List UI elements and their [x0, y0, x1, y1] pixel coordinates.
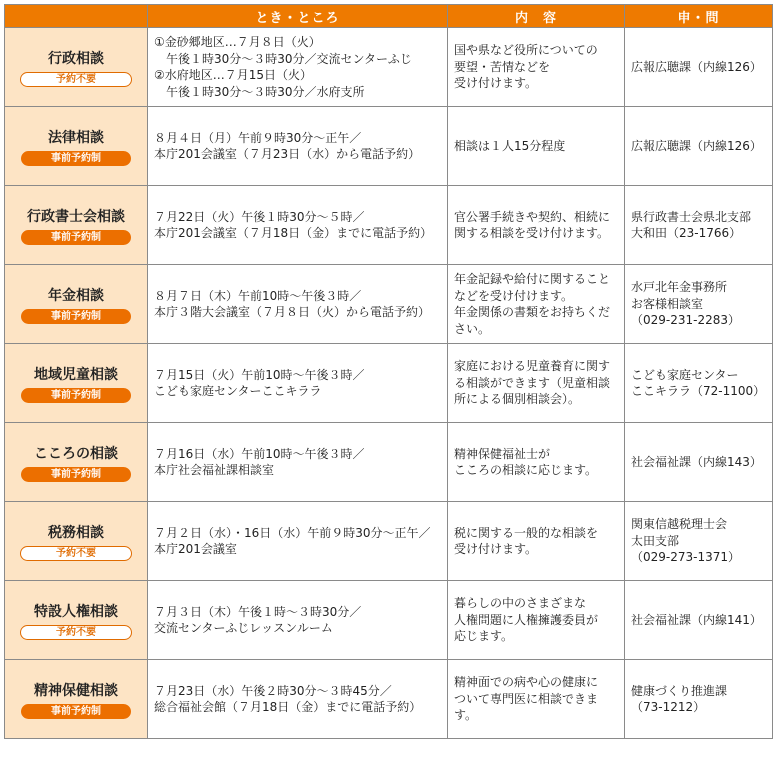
table-row — [5, 28, 773, 107]
category-cell — [5, 28, 148, 107]
table-row — [5, 186, 773, 265]
table-row — [5, 581, 773, 660]
content-cell: 相談は１人15分程度 — [448, 107, 625, 186]
category-name: 法律相談 — [48, 129, 104, 146]
table-row — [5, 423, 773, 502]
content-cell: 税に関する一般的な相談を 受け付けます。 — [448, 502, 625, 581]
consultation-table — [4, 4, 773, 739]
contact-cell: 広報広聴課（内線126） — [625, 107, 773, 186]
time-place-cell: ７月22日（火）午後１時30分～５時／ 本庁201会議室（７月18日（金）までに電話予約） — [148, 186, 448, 265]
category-name: 税務相談 — [48, 524, 104, 541]
category-name: 行政相談 — [48, 50, 104, 67]
reservation-required-badge: 事前予約制 — [21, 151, 131, 166]
table-row — [5, 107, 773, 186]
contact-cell: 広報広聴課（内線126） — [625, 28, 773, 107]
no-reservation-badge: 予約不要 — [20, 546, 132, 561]
category-cell — [5, 265, 148, 344]
category-cell — [5, 423, 148, 502]
table-row — [5, 344, 773, 423]
category-name: 地域児童相談 — [34, 366, 118, 383]
reservation-required-badge: 事前予約制 — [21, 309, 131, 324]
time-place-cell: ７月15日（火）午前10時～午後３時／ こども家庭センターここキララ — [148, 344, 448, 423]
content-cell: 暮らしの中のさまざまな 人権問題に人権擁護委員が 応じます。 — [448, 581, 625, 660]
contact-cell: 健康づくり推進課 （73-1212） — [625, 660, 773, 739]
header-contact: 申・問 — [625, 5, 773, 28]
table-row — [5, 502, 773, 581]
time-place-cell: ７月３日（木）午後１時～３時30分／ 交流センターふじレッスンルーム — [148, 581, 448, 660]
category-name: 特設人権相談 — [34, 603, 118, 620]
contact-cell: 社会福祉課（内線143） — [625, 423, 773, 502]
table-row — [5, 265, 773, 344]
category-cell — [5, 344, 148, 423]
content-cell: 精神面での病や心の健康に ついて専門医に相談できます。 — [448, 660, 625, 739]
content-cell: 精神保健福祉士が こころの相談に応じます。 — [448, 423, 625, 502]
category-cell — [5, 581, 148, 660]
category-cell — [5, 502, 148, 581]
content-cell: 官公署手続きや契約、相続に 関する相談を受け付けます。 — [448, 186, 625, 265]
contact-cell: 県行政書士会県北支部 大和田（23-1766） — [625, 186, 773, 265]
category-cell — [5, 660, 148, 739]
category-cell — [5, 107, 148, 186]
reservation-required-badge: 事前予約制 — [21, 230, 131, 245]
header-category — [5, 5, 148, 28]
category-name: 行政書士会相談 — [27, 208, 125, 225]
table-header-row — [5, 5, 773, 28]
time-place-cell: ７月16日（水）午前10時～午後３時／ 本庁社会福祉課相談室 — [148, 423, 448, 502]
header-content: 内 容 — [448, 5, 625, 28]
reservation-required-badge: 事前予約制 — [21, 388, 131, 403]
header-time-place: とき・ところ — [148, 5, 448, 28]
time-place-cell: ①金砂郷地区…７月８日（火） 午後１時30分～３時30分／交流センターふじ ②水府地区…７月15日（火） 午後１時30分～３時30分／水府支所 — [148, 28, 448, 107]
time-place-cell: ７月23日（水）午後２時30分～３時45分／ 総合福祉会館（７月18日（金）までに電話予約） — [148, 660, 448, 739]
contact-cell: 水戸北年金事務所 お客様相談室 （029-231-2283） — [625, 265, 773, 344]
time-place-cell: ８月７日（木）午前10時～午後３時／ 本庁３階大会議室（７月８日（火）から電話予約） — [148, 265, 448, 344]
category-name: 年金相談 — [48, 287, 104, 304]
content-cell: 家庭における児童養育に関す る相談ができます（児童相談 所による個別相談会）。 — [448, 344, 625, 423]
reservation-required-badge: 事前予約制 — [21, 704, 131, 719]
no-reservation-badge: 予約不要 — [20, 72, 132, 87]
reservation-required-badge: 事前予約制 — [21, 467, 131, 482]
category-name: こころの相談 — [34, 445, 118, 462]
category-name: 精神保健相談 — [34, 682, 118, 699]
content-cell: 年金記録や給付に関すること などを受け付けます。 年金関係の書類をお持ちくだ さい。 — [448, 265, 625, 344]
no-reservation-badge: 予約不要 — [20, 625, 132, 640]
contact-cell: 関東信越税理士会 太田支部 （029-273-1371） — [625, 502, 773, 581]
table-row — [5, 660, 773, 739]
time-place-cell: ８月４日（月）午前９時30分～正午／ 本庁201会議室（７月23日（水）から電話予約） — [148, 107, 448, 186]
category-cell — [5, 186, 148, 265]
contact-cell: 社会福祉課（内線141） — [625, 581, 773, 660]
content-cell: 国や県など役所についての 要望・苦情などを 受け付けます。 — [448, 28, 625, 107]
contact-cell: こども家庭センター ここキララ（72-1100） — [625, 344, 773, 423]
time-place-cell: ７月２日（水）・16日（水）午前９時30分～正午／ 本庁201会議室 — [148, 502, 448, 581]
